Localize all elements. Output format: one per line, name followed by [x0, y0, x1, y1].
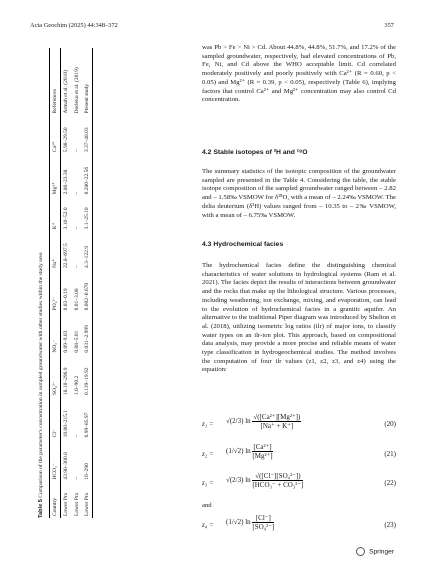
- table-cell: Armah et al. (2010): [63, 70, 70, 114]
- table-cell: –: [73, 149, 80, 153]
- equation-numerator: √([Cl⁻][SO₄²⁻]): [252, 472, 303, 481]
- table-caption-text: Comparison of the parameter's concentration in sampled groundwater with other studies within the study area: [38, 252, 44, 498]
- equation-21: [202, 443, 396, 467]
- col-header: Cl⁻: [50, 397, 61, 439]
- table-cell: –: [73, 434, 80, 438]
- paragraph-facies: The hydrochemical facies define the distinguishing chemical characteristics of water solutions in hydrological systems (Ram et al. 2021). The facies depict the results of interactions between groundwater and the rocks that make up the lithological structure. Various processes, including weathering, ion exchange, mixing, and evaporation, can lead to the evolution of hydrochemical facies in a granitic aquifer. An alternative to the traditional Piper diagram was introduced by Shelton et al. (2018), utilizing isometric log ratios (ilr) of major ions, to classify water types on an ilr-ion plot. This approach, based on compositional data analysis, may provide a more precise and reliable means of water type classification in hydrogeochemical studies. The method involves the computation of four ilr values (z1, z2, z3, and z4) using the equation:: [202, 262, 396, 374]
- equation-number: (23): [384, 521, 396, 529]
- table-5-rotated: [36, 48, 93, 518]
- equation-rhs: [226, 443, 273, 460]
- table-cell: 0.280–22.56: [82, 154, 93, 196]
- table-cell: –: [73, 265, 80, 268]
- col-header: Ca²⁺: [50, 115, 61, 154]
- equation-denominator: [SO₄²⁻]: [252, 523, 275, 531]
- table-cell: 3.10–52.0: [63, 207, 70, 230]
- equation-denominator: [Na⁺ + K⁺]: [260, 422, 294, 430]
- table-cell: Lower Pra: [73, 492, 80, 516]
- table-cell: Lower Pra: [63, 492, 70, 516]
- paragraph-metals: was Pb > Fe > Ni > Cd. About 44.8%, 44.8%, 51.7%, and 17.2% of the sampled groundwater, respectively, had elevated concentrations of Pb, Fe, Ni, and Cd above the WHO acceptable limit. Cd correlated moderately positively and poorly positively with Ca²⁺ (R = 0.60, p < 0.05) and Mg²⁺ (R = 0.39, p < 0.05), respectively (Table 6), implying factors that control Ca²⁺ and Mg²⁺ concentration may also control Cd concentration.: [202, 44, 396, 104]
- col-header: References: [50, 48, 61, 115]
- table-cell: Present study: [82, 48, 93, 115]
- table-cell: 22.8–697.5: [63, 243, 70, 268]
- equation-number: (21): [384, 450, 396, 458]
- equation-23: [202, 514, 396, 538]
- springer-logo-icon: [356, 547, 365, 556]
- table-cell: 4.3–122.9: [82, 231, 93, 270]
- equation-numerator: [Cl⁻]: [252, 514, 274, 523]
- table-cell: Lower Pra: [82, 482, 93, 518]
- equation-coefficient: (1/√2) ln: [226, 518, 251, 527]
- equation-20: [202, 413, 396, 437]
- table-cell: 5.98–29.50: [63, 127, 70, 153]
- col-header: PO₄³⁻: [50, 270, 61, 312]
- equation-fraction: [252, 413, 301, 430]
- col-header: SO₄²⁻: [50, 355, 61, 397]
- equation-fraction: [252, 514, 274, 531]
- paragraph-isotopes: The summary statistics of the isotopic composition of the groundwater sampled are presented in the Table 4. Considering the table, the stable isotope composition of the sampled groundwater ranged between – 2.82 and – 1.58‰ VSMOW for δ¹⁸O, with a mean of – 2.24‰ VSMOW. The delta deuterium (δ²H) values ranged from – 10.35 to – 2‰ VSMOW, with a mean of – 6.75‰ VSMOW.: [202, 168, 396, 219]
- table-header-row: [50, 48, 61, 518]
- equation-denominator: [HCO₃⁻ + CO₃²⁻]: [252, 481, 304, 489]
- table-cell: 16–290: [82, 439, 93, 481]
- equation-coefficient: √(2/3) ln: [226, 476, 251, 485]
- equation-numerator: [Ca²⁺]: [253, 443, 272, 451]
- section-heading-hydrochemical-facies: 4.3 Hydrochemical facies: [202, 241, 284, 248]
- equation-lhs: z₃ =: [202, 479, 214, 487]
- table-cell: 10.00–215.1: [63, 409, 70, 438]
- table-cell: 0.09–9.03: [63, 330, 70, 353]
- col-header: Mg²⁺: [50, 154, 61, 196]
- table-label: Table 5: [38, 499, 44, 518]
- table-row: [61, 48, 72, 518]
- table-cell: 43.90–300.8: [63, 452, 70, 480]
- table-cell: 3.1–25.10: [82, 196, 93, 231]
- page-number: 357: [384, 22, 394, 29]
- publisher-footer: [356, 547, 394, 556]
- col-header: Country: [50, 482, 61, 518]
- equation-lhs: z₁ =: [202, 420, 214, 428]
- equation-coefficient: √(2/3) ln: [226, 417, 251, 426]
- equation-coefficient: (1/√2) ln: [226, 447, 251, 456]
- equation-denominator: [Mg²⁺]: [252, 452, 273, 460]
- section-heading-stable-isotopes: 4.2 Stable isotopes of ²H and ¹⁸O: [202, 149, 308, 156]
- col-header: NO₃⁻: [50, 312, 61, 354]
- table-row: [71, 48, 81, 518]
- table-cell: Dorleku et al. (2019): [73, 67, 80, 114]
- table-cell: 1.6–90.2: [73, 375, 80, 395]
- equation-numerator: √([Ca²⁺][Mg²⁺]): [253, 413, 301, 421]
- running-header-journal: Acta Geochim (2025) 44:348–372: [30, 22, 118, 29]
- equation-rhs: [226, 413, 301, 430]
- table-cell: 0.01–3.08: [73, 288, 80, 311]
- col-header: HCO₃⁻: [50, 439, 61, 481]
- table-cell: –: [73, 476, 80, 480]
- equation-rhs: [226, 472, 303, 489]
- table-cell: 3.37–48.03: [82, 115, 93, 154]
- table-cell: 0.02–0.19: [63, 288, 70, 311]
- table-cell: 6.99–85.97: [82, 397, 93, 439]
- equation-fraction: [252, 443, 272, 460]
- equation-lhs: z₄ =: [202, 521, 214, 529]
- table-cell: 2.86–23.38: [63, 169, 70, 195]
- equation-number: (20): [384, 420, 396, 428]
- table-cell: –: [73, 226, 80, 230]
- table-cell: 0.139–19.92: [82, 355, 93, 397]
- equation-number: (22): [384, 479, 396, 487]
- equation-fraction: [252, 472, 303, 489]
- equation-22: [202, 472, 396, 496]
- table-row: [82, 48, 93, 518]
- table-5: [49, 48, 93, 518]
- publisher-name: Springer: [369, 548, 394, 556]
- equation-rhs: [226, 514, 274, 531]
- table-5-container: [36, 48, 174, 518]
- table-cell: 18.10–296.9: [63, 367, 70, 395]
- connector-text: and: [202, 502, 212, 509]
- table-cell: –: [73, 191, 80, 195]
- table-caption: [38, 48, 45, 518]
- table-cell: 0.08–5.01: [73, 330, 80, 353]
- col-header: Na⁺: [50, 231, 61, 270]
- table-cell: 0.002–0.670: [82, 270, 93, 312]
- table-cell: 0.031–2.999: [82, 312, 93, 354]
- col-header: K⁺: [50, 196, 61, 231]
- equation-lhs: z₂ =: [202, 450, 214, 458]
